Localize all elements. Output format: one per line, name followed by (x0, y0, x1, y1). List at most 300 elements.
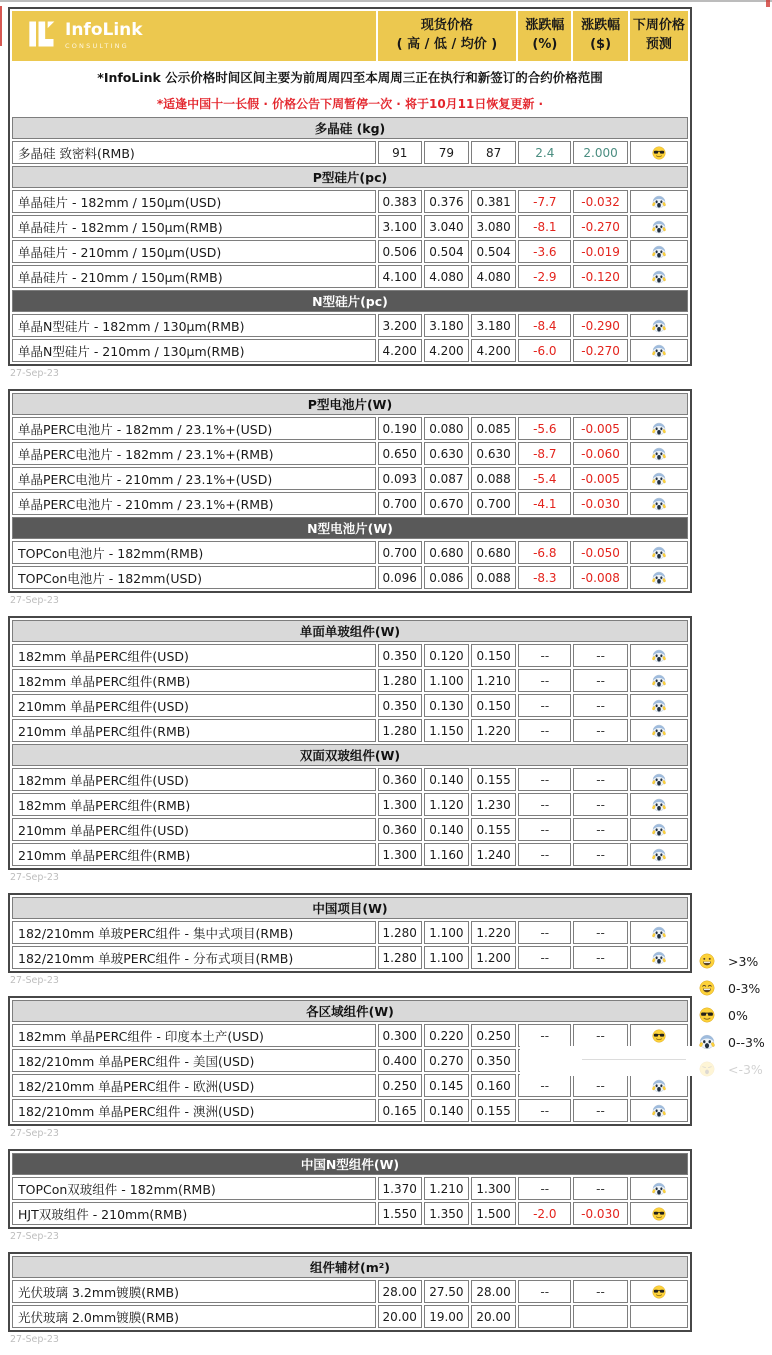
price-high-cell: 1.280 (378, 669, 422, 692)
price-table (8, 1252, 692, 1332)
section-header-row (12, 1256, 688, 1278)
section-header-row (12, 620, 688, 642)
change-usd-cell: -- (573, 1280, 627, 1303)
change-usd-cell: -0.030 (573, 1202, 627, 1225)
scream-emoji-icon (652, 319, 666, 333)
change-usd-cell: -- (573, 793, 627, 816)
table-row (12, 793, 688, 816)
price-high-cell: 1.370 (378, 1177, 422, 1200)
forecast-emoji-cell (630, 818, 688, 841)
product-name-cell: 光伏玻璃 2.0mm镀膜(RMB) (12, 1305, 376, 1328)
change-usd-cell: -- (573, 946, 627, 969)
section-header-row (12, 290, 688, 312)
price-low-cell: 0.086 (424, 566, 469, 589)
forecast-emoji-cell (630, 1177, 688, 1200)
price-low-cell: 0.145 (424, 1074, 469, 1097)
forecast-emoji-cell (630, 1074, 688, 1097)
legend-label: 0--3% (728, 1034, 765, 1050)
product-name-cell: 单晶硅片 - 210mm / 150μm(USD) (12, 240, 376, 263)
price-avg-cell: 0.350 (471, 1049, 516, 1072)
change-pct-cell: -- (518, 843, 571, 866)
price-high-cell: 0.350 (378, 644, 422, 667)
price-high-cell: 0.350 (378, 694, 422, 717)
product-name-cell: 单晶N型硅片 - 210mm / 130μm(RMB) (12, 339, 376, 362)
price-avg-cell: 0.381 (471, 190, 516, 213)
scream-emoji-icon (652, 848, 666, 862)
price-high-cell: 91 (378, 141, 422, 164)
legend-item (699, 1007, 771, 1023)
price-high-cell: 1.550 (378, 1202, 422, 1225)
forecast-emoji-cell (630, 669, 688, 692)
date-watermark: 27-Sep-23 (10, 368, 59, 379)
table-row (12, 215, 688, 238)
table-row (12, 417, 688, 440)
price-high-cell: 0.250 (378, 1074, 422, 1097)
price-avg-cell: 3.180 (471, 314, 516, 337)
cool-emoji-icon (652, 1029, 666, 1043)
change-usd-cell: -0.005 (573, 467, 627, 490)
forecast-emoji-cell (630, 339, 688, 362)
scream-emoji-icon (652, 220, 666, 234)
holiday-note: *适逢中国十一长假 · 价格公告下周暂停一次 · 将于10月11日恢复更新 · (12, 92, 688, 115)
forecast-emoji-cell (630, 566, 688, 589)
price-low-cell: 0.220 (424, 1024, 469, 1047)
forecast-legend (699, 953, 771, 1088)
price-avg-cell: 0.160 (471, 1074, 516, 1097)
scream-emoji-icon (652, 245, 666, 259)
change-pct-cell: -- (518, 1024, 571, 1047)
table-row (12, 541, 688, 564)
product-name-cell: 210mm 单晶PERC组件(RMB) (12, 843, 376, 866)
price-low-cell: 0.376 (424, 190, 469, 213)
change-usd-cell: -- (573, 1024, 627, 1047)
change-usd-cell: -- (573, 669, 627, 692)
change-pct-cell: -5.4 (518, 467, 571, 490)
scream-emoji-icon (652, 1079, 666, 1093)
section-title: 各区域组件(W) (12, 1000, 688, 1022)
forecast-emoji-cell (630, 1099, 688, 1122)
forecast-emoji-cell (630, 265, 688, 288)
date-watermark: 27-Sep-23 (10, 1128, 59, 1139)
change-pct-cell: -8.3 (518, 566, 571, 589)
price-avg-cell: 1.220 (471, 921, 516, 944)
product-name-cell: 182mm 单晶PERC组件(USD) (12, 768, 376, 791)
price-high-cell: 0.165 (378, 1099, 422, 1122)
price-avg-cell: 1.300 (471, 1177, 516, 1200)
price-low-cell: 4.200 (424, 339, 469, 362)
table-row (12, 1305, 688, 1328)
scream-emoji-icon (652, 497, 666, 511)
change-pct-cell: -- (518, 1074, 571, 1097)
scream-emoji-icon (652, 773, 666, 787)
holiday-note-row (12, 92, 688, 115)
price-avg-cell: 87 (471, 141, 516, 164)
price-low-cell: 0.120 (424, 644, 469, 667)
price-avg-cell: 0.680 (471, 541, 516, 564)
product-name-cell: 单晶PERC电池片 - 182mm / 23.1%+(USD) (12, 417, 376, 440)
table-row (12, 467, 688, 490)
section-header-row (12, 117, 688, 139)
price-avg-cell: 1.210 (471, 669, 516, 692)
price-high-cell: 0.093 (378, 467, 422, 490)
scream-emoji-icon (652, 951, 666, 965)
price-low-cell: 0.130 (424, 694, 469, 717)
change-pct-cell: -- (518, 946, 571, 969)
change-pct-cell: -6.0 (518, 339, 571, 362)
price-avg-cell: 1.500 (471, 1202, 516, 1225)
product-name-cell: 182/210mm 单玻PERC组件 - 分布式项目(RMB) (12, 946, 376, 969)
table-row (12, 694, 688, 717)
scream-emoji-icon (652, 195, 666, 209)
legend-label: 0% (728, 1007, 748, 1023)
price-high-cell: 0.360 (378, 818, 422, 841)
price-high-cell: 1.300 (378, 793, 422, 816)
forecast-emoji-cell (630, 1280, 688, 1303)
cool-emoji-icon (652, 1207, 666, 1221)
table-row (12, 1074, 688, 1097)
change-pct-cell: -5.6 (518, 417, 571, 440)
table-row (12, 1099, 688, 1122)
product-name-cell: 182/210mm 单玻PERC组件 - 集中式项目(RMB) (12, 921, 376, 944)
table-row (12, 644, 688, 667)
table-header-row (12, 11, 688, 61)
scream-emoji-icon (652, 1104, 666, 1118)
section-title: P型电池片(W) (12, 393, 688, 415)
price-high-cell: 4.200 (378, 339, 422, 362)
price-avg-cell: 4.080 (471, 265, 516, 288)
forecast-emoji-cell (630, 768, 688, 791)
change-usd-cell: -- (573, 921, 627, 944)
change-usd-cell: -- (573, 694, 627, 717)
legend-label: 0-3% (728, 980, 761, 996)
date-watermark: 27-Sep-23 (10, 595, 59, 606)
section-title: P型硅片(pc) (12, 166, 688, 188)
section-header-row (12, 744, 688, 766)
price-low-cell: 19.00 (424, 1305, 469, 1328)
price-low-cell: 1.350 (424, 1202, 469, 1225)
price-low-cell: 3.180 (424, 314, 469, 337)
change-usd-cell: 2.000 (573, 141, 627, 164)
smile-emoji-icon (699, 980, 715, 996)
legend-label: >3% (728, 953, 759, 969)
price-avg-cell: 1.200 (471, 946, 516, 969)
price-high-cell: 1.280 (378, 946, 422, 969)
product-name-cell: HJT双玻组件 - 210mm(RMB) (12, 1202, 376, 1225)
price-avg-cell: 0.150 (471, 694, 516, 717)
cool-emoji-icon (652, 146, 666, 160)
date-watermark: 27-Sep-23 (10, 975, 59, 986)
forecast-emoji-cell (630, 442, 688, 465)
product-name-cell: 182mm 单晶PERC组件(RMB) (12, 669, 376, 692)
price-high-cell: 0.383 (378, 190, 422, 213)
scream-emoji-icon (652, 699, 666, 713)
section-title: 中国项目(W) (12, 897, 688, 919)
scream-emoji-icon (652, 571, 666, 585)
product-name-cell: 单晶PERC电池片 - 182mm / 23.1%+(RMB) (12, 442, 376, 465)
price-avg-cell: 20.00 (471, 1305, 516, 1328)
price-low-cell: 0.140 (424, 818, 469, 841)
price-low-cell: 79 (424, 141, 469, 164)
table-row (12, 141, 688, 164)
legend-item (699, 1061, 771, 1077)
forecast-emoji-cell (630, 719, 688, 742)
top-border-artifact (0, 0, 772, 2)
price-high-cell: 0.506 (378, 240, 422, 263)
table-row (12, 719, 688, 742)
table-row (12, 1177, 688, 1200)
scream-emoji-icon (652, 649, 666, 663)
date-watermark: 27-Sep-23 (10, 1334, 59, 1345)
change-usd-cell: -- (573, 644, 627, 667)
forecast-emoji-cell (630, 541, 688, 564)
forecast-emoji-cell (630, 314, 688, 337)
change-pct-cell: -- (518, 793, 571, 816)
change-usd-cell: -- (573, 818, 627, 841)
section-title: 单面单玻组件(W) (12, 620, 688, 642)
change-pct-cell: -- (518, 768, 571, 791)
change-pct-cell (518, 1305, 571, 1328)
section-title: N型硅片(pc) (12, 290, 688, 312)
section-title: 组件辅材(m²) (12, 1256, 688, 1278)
grin-emoji-icon (699, 953, 715, 969)
change-usd-cell: -0.030 (573, 492, 627, 515)
forecast-emoji-cell (630, 240, 688, 263)
change-pct-cell: -- (518, 818, 571, 841)
price-high-cell: 20.00 (378, 1305, 422, 1328)
change-usd-cell: -0.005 (573, 417, 627, 440)
change-pct-cell: -8.4 (518, 314, 571, 337)
table-row (12, 492, 688, 515)
forecast-emoji-cell (630, 946, 688, 969)
scream-emoji-icon (652, 1182, 666, 1196)
price-high-cell: 0.096 (378, 566, 422, 589)
product-name-cell: 182mm 单晶PERC组件(RMB) (12, 793, 376, 816)
product-name-cell: 单晶硅片 - 182mm / 150μm(RMB) (12, 215, 376, 238)
price-avg-cell: 0.155 (471, 818, 516, 841)
scream-emoji-icon (652, 270, 666, 284)
change-pct-cell: -4.1 (518, 492, 571, 515)
infolink-logo-icon (26, 19, 56, 53)
change-usd-cell: -- (573, 1074, 627, 1097)
change-usd-cell: -- (573, 843, 627, 866)
price-low-cell: 0.630 (424, 442, 469, 465)
price-table (8, 616, 692, 870)
change-usd-cell: -0.270 (573, 215, 627, 238)
change-pct-cell: -- (518, 1177, 571, 1200)
change-pct-cell: -- (518, 1280, 571, 1303)
forecast-emoji-cell (630, 190, 688, 213)
change-usd-cell: -0.019 (573, 240, 627, 263)
product-name-cell: 182/210mm 单晶PERC组件 - 欧洲(USD) (12, 1074, 376, 1097)
price-high-cell: 0.700 (378, 492, 422, 515)
product-name-cell: 182mm 单晶PERC组件(USD) (12, 644, 376, 667)
price-low-cell: 1.100 (424, 921, 469, 944)
section-header-row (12, 517, 688, 539)
price-avg-cell: 0.504 (471, 240, 516, 263)
table-row (12, 921, 688, 944)
forecast-emoji-cell (630, 215, 688, 238)
scream-emoji-icon (652, 422, 666, 436)
change-usd-cell: -0.050 (573, 541, 627, 564)
price-avg-cell: 3.080 (471, 215, 516, 238)
change-usd-cell: -0.008 (573, 566, 627, 589)
infolink-logo (12, 11, 376, 61)
price-high-cell: 1.280 (378, 719, 422, 742)
cool-emoji-icon (652, 1285, 666, 1299)
price-high-cell: 0.650 (378, 442, 422, 465)
change-usd-cell (573, 1305, 627, 1328)
forecast-emoji-cell (630, 921, 688, 944)
table-row (12, 669, 688, 692)
change-pct-cell: -- (518, 1099, 571, 1122)
table-row (12, 566, 688, 589)
price-avg-cell: 0.085 (471, 417, 516, 440)
white-fade-overlay (520, 1046, 696, 1076)
change-usd-cell: -- (573, 1099, 627, 1122)
forecast-emoji-cell (630, 793, 688, 816)
product-name-cell: TOPCon双玻组件 - 182mm(RMB) (12, 1177, 376, 1200)
change-pct-cell: -7.7 (518, 190, 571, 213)
price-low-cell: 4.080 (424, 265, 469, 288)
price-low-cell: 0.087 (424, 467, 469, 490)
price-high-cell: 1.300 (378, 843, 422, 866)
price-high-cell: 0.360 (378, 768, 422, 791)
section-title: 双面双玻组件(W) (12, 744, 688, 766)
price-avg-cell: 4.200 (471, 339, 516, 362)
scream-emoji-icon (652, 344, 666, 358)
price-low-cell: 3.040 (424, 215, 469, 238)
product-name-cell: 单晶PERC电池片 - 210mm / 23.1%+(USD) (12, 467, 376, 490)
price-avg-cell: 0.700 (471, 492, 516, 515)
section-header-row (12, 1000, 688, 1022)
forecast-emoji-cell (630, 467, 688, 490)
price-avg-cell: 1.230 (471, 793, 516, 816)
forecast-emoji-cell (630, 492, 688, 515)
col-header-forecast: 下周价格 预测 (630, 11, 688, 61)
price-low-cell: 0.140 (424, 768, 469, 791)
forecast-emoji-cell (630, 644, 688, 667)
price-low-cell: 1.210 (424, 1177, 469, 1200)
scream-emoji-icon (652, 926, 666, 940)
change-pct-cell: -3.6 (518, 240, 571, 263)
price-avg-cell: 28.00 (471, 1280, 516, 1303)
price-low-cell: 27.50 (424, 1280, 469, 1303)
change-pct-cell: -8.1 (518, 215, 571, 238)
price-high-cell: 1.280 (378, 921, 422, 944)
table-row (12, 1024, 688, 1047)
change-pct-cell: -2.9 (518, 265, 571, 288)
left-red-artifact (0, 6, 2, 46)
price-high-cell: 0.300 (378, 1024, 422, 1047)
section-header-row (12, 393, 688, 415)
price-low-cell: 0.680 (424, 541, 469, 564)
legend-item (699, 1034, 771, 1050)
price-high-cell: 3.200 (378, 314, 422, 337)
change-pct-cell: -2.0 (518, 1202, 571, 1225)
product-name-cell: 单晶硅片 - 210mm / 150μm(RMB) (12, 265, 376, 288)
scream-emoji-icon (652, 724, 666, 738)
change-pct-cell: -- (518, 921, 571, 944)
section-header-row (12, 166, 688, 188)
table-row (12, 442, 688, 465)
change-usd-cell: -- (573, 768, 627, 791)
table-row (12, 946, 688, 969)
table-row (12, 240, 688, 263)
product-name-cell: 182/210mm 单晶PERC组件 - 美国(USD) (12, 1049, 376, 1072)
price-table (8, 389, 692, 593)
forecast-emoji-cell (630, 1305, 688, 1328)
price-avg-cell: 0.088 (471, 566, 516, 589)
table-row (12, 768, 688, 791)
price-period-note: *InfoLink 公示价格时间区间主要为前周周四至本周周三正在执行和新签订的合约价格范围 (12, 63, 688, 90)
scream-emoji-icon (652, 798, 666, 812)
price-avg-cell: 0.155 (471, 1099, 516, 1122)
price-avg-cell: 1.220 (471, 719, 516, 742)
product-name-cell: 210mm 单晶PERC组件(USD) (12, 818, 376, 841)
change-usd-cell: -0.060 (573, 442, 627, 465)
change-pct-cell: -- (518, 669, 571, 692)
note-row (12, 63, 688, 90)
cool-emoji-icon (699, 1007, 715, 1023)
scream-emoji-icon (652, 546, 666, 560)
date-watermark: 27-Sep-23 (10, 872, 59, 883)
product-name-cell: TOPCon电池片 - 182mm(USD) (12, 566, 376, 589)
col-header-change-pct: 涨跌幅 (%) (518, 11, 571, 61)
scream-emoji-icon (652, 674, 666, 688)
forecast-emoji-cell (630, 417, 688, 440)
change-pct-cell: -8.7 (518, 442, 571, 465)
price-table-main (8, 7, 692, 366)
price-high-cell: 0.190 (378, 417, 422, 440)
table-row (12, 314, 688, 337)
section-title: 中国N型组件(W) (12, 1153, 688, 1175)
brand-name: InfoLink (65, 20, 143, 40)
price-low-cell: 0.504 (424, 240, 469, 263)
product-name-cell: 光伏玻璃 3.2mm镀膜(RMB) (12, 1280, 376, 1303)
price-low-cell: 1.100 (424, 946, 469, 969)
table-row (12, 1202, 688, 1225)
product-name-cell: 210mm 单晶PERC组件(RMB) (12, 719, 376, 742)
col-header-change-usd: 涨跌幅 ($) (573, 11, 627, 61)
section-title: N型电池片(W) (12, 517, 688, 539)
table-row (12, 843, 688, 866)
product-name-cell: 单晶N型硅片 - 182mm / 130μm(RMB) (12, 314, 376, 337)
price-high-cell: 4.100 (378, 265, 422, 288)
change-pct-cell: -6.8 (518, 541, 571, 564)
price-low-cell: 0.270 (424, 1049, 469, 1072)
product-name-cell: 单晶PERC电池片 - 210mm / 23.1%+(RMB) (12, 492, 376, 515)
price-low-cell: 0.670 (424, 492, 469, 515)
section-header-row (12, 897, 688, 919)
product-name-cell: 210mm 单晶PERC组件(USD) (12, 694, 376, 717)
change-usd-cell: -- (573, 719, 627, 742)
price-low-cell: 0.080 (424, 417, 469, 440)
change-pct-cell: -- (518, 694, 571, 717)
col-header-spot-price: 现货价格 ( 高 / 低 / 均价 ) (378, 11, 517, 61)
price-low-cell: 1.150 (424, 719, 469, 742)
change-usd-cell: -0.270 (573, 339, 627, 362)
change-pct-cell: -- (518, 719, 571, 742)
scream-emoji-icon (699, 1034, 715, 1050)
legend-item (699, 980, 771, 996)
price-low-cell: 1.160 (424, 843, 469, 866)
product-name-cell: 182/210mm 单晶PERC组件 - 澳洲(USD) (12, 1099, 376, 1122)
change-pct-cell: 2.4 (518, 141, 571, 164)
right-red-artifact (766, 0, 770, 7)
section-header-row (12, 1153, 688, 1175)
price-avg-cell: 0.250 (471, 1024, 516, 1047)
price-table (8, 1149, 692, 1229)
